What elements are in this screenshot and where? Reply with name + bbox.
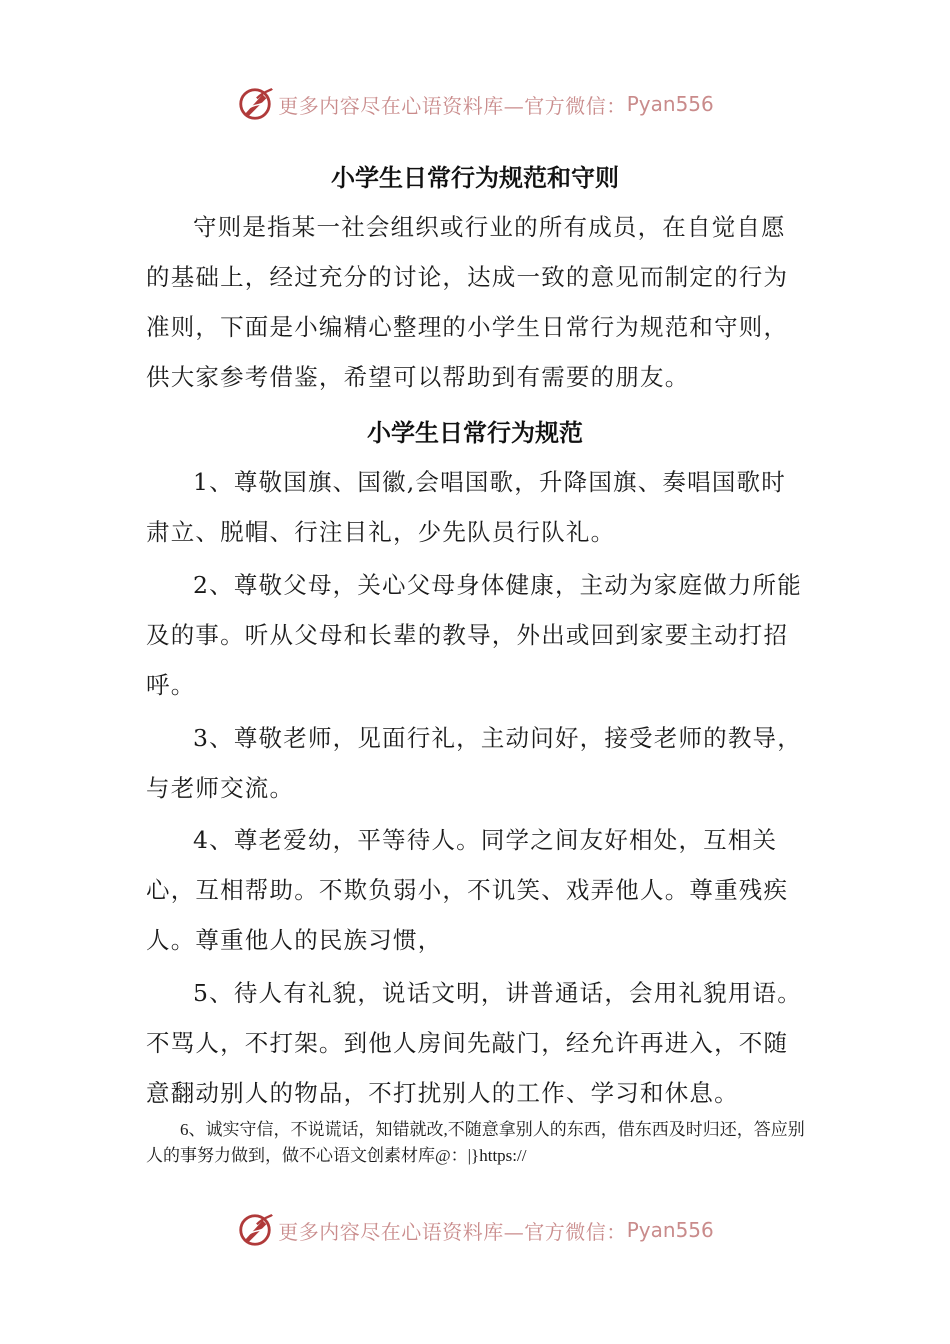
rule-item-1: 1、尊敬国旗、国徽,会唱国歌，升降国旗、奏唱国歌时肃立、脱帽、行注目礼，少先队员行队礼。	[146, 468, 786, 546]
watermark-site-text: 更多内容尽在心语资料库—官方微信：	[278, 1219, 627, 1244]
section-title: 小学生日常行为规范	[367, 419, 583, 447]
pen-logo-icon	[236, 1211, 274, 1249]
rule-item-3: 3、尊敬老师，见面行礼，主动问好，接受老师的教导，与老师交流。	[146, 724, 802, 802]
pen-logo-icon	[236, 85, 274, 123]
watermark-site-text: 更多内容尽在心语资料库—官方微信：	[278, 93, 627, 118]
watermark-wechat-id: Pyan556	[626, 92, 714, 116]
intro-paragraph: 守则是指某一社会组织或行业的所有成员，在自觉自愿的基础上，经过充分的讨论，达成一致的意见而制定的行为准则，下面是小编精心整理的小学生日常行为规范和守则，供大家参考借鉴，希望可以帮助到有需要的朋友。	[146, 213, 789, 391]
watermark-wechat-id: Pyan556	[626, 1218, 714, 1242]
rule-item-4: 4、尊老爱幼，平等待人。同学之间友好相处，互相关心，互相帮助。不欺负弱小，不讥笑、戏弄他人。尊重残疾人。尊重他人的民族习惯，	[146, 826, 789, 954]
rule-item-2: 2、尊敬父母，关心父母身体健康，主动为家庭做力所能及的事。听从父母和长辈的教导，外出或回到家要主动打招呼。	[146, 571, 802, 699]
document-title: 小学生日常行为规范和守则	[331, 164, 619, 192]
footer-watermark	[0, 1210, 950, 1250]
rule-item-5: 5、待人有礼貌，说话文明，讲普通话，会用礼貌用语。不骂人，不打架。到他人房间先敲门，经允许再进入，不随意翻动别人的物品，不打扰别人的工作、学习和休息。	[146, 979, 802, 1107]
header-watermark	[0, 84, 950, 124]
rule-item-6: 6、诚实守信，不说谎话，知错就改,不随意拿别人的东西，借东西及时归还，答应别人的事努力做到，做不心语文创素材库@：|}https://	[146, 1120, 805, 1165]
